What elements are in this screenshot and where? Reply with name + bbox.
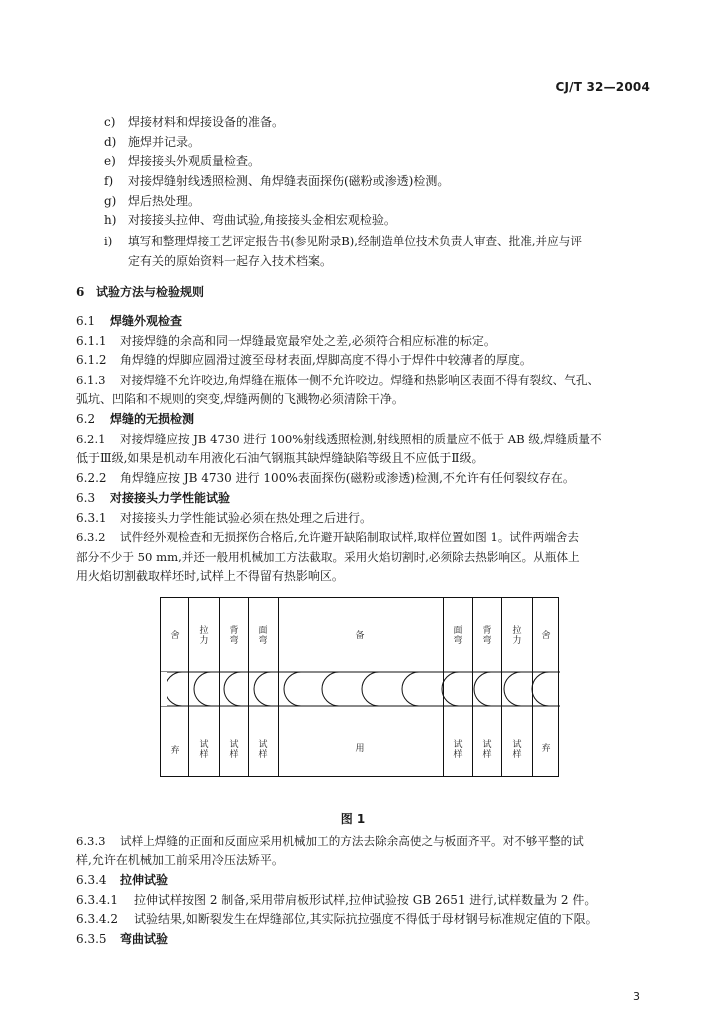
list-item-text: 焊接材料和焊接设备的准备。 (128, 115, 285, 129)
figure-bottom-label: 试样 (229, 740, 239, 760)
clause (76, 510, 372, 526)
clause-number: 6.2.2 (76, 471, 107, 485)
clause-number: 6.3.4.2 (76, 912, 118, 926)
list-item-label: d) (104, 135, 117, 149)
figure-bottom-label: 弃 (170, 746, 180, 756)
list-item-text: 填写和整理焊接工艺评定报告书(参见附录B),经制造单位技术负责人审查、批准,并应与评 (128, 234, 582, 248)
list-item (104, 193, 200, 209)
list-item (104, 233, 582, 249)
clause-text: 拉伸试样按图 2 制备,采用带肩板形试样,拉伸试验按 GB 2651 进行,试样数量为 2 件。 (134, 893, 597, 907)
specimen-layout-figure (160, 597, 559, 777)
clause-number: 6.1 (76, 314, 96, 328)
list-item-continuation: 定有关的原始资料一起存入技术档案。 (128, 254, 333, 268)
clause (76, 892, 596, 908)
section-title: 试验方法与检验规则 (96, 285, 205, 299)
figure-caption: 图 1 (340, 812, 366, 826)
clause-number: 6.3.2 (76, 530, 106, 544)
figure-top-label: 面弯 (453, 626, 463, 646)
weld-seam-band (161, 670, 560, 708)
clause-continuation: 用火焰切割截取样坯时,试样上不得留有热影响区。 (76, 569, 344, 583)
clause-heading (76, 490, 230, 506)
clause-text: 试样上焊缝的正面和反面应采用机械加工的方法去除余高使之与板面齐平。对不够平整的试 (120, 834, 584, 848)
clause-number: 6.2 (76, 412, 96, 426)
clause (76, 352, 532, 368)
list-item-text: 对接焊缝射线透照检测、角焊缝表面探伤(磁粉或渗透)检测。 (128, 174, 450, 188)
clause-continuation: 弧坑、凹陷和不规则的突变,焊缝两侧的飞溅物必须清除干净。 (76, 392, 404, 406)
figure-top-label: 拉力 (512, 626, 522, 646)
clause-title: 对接接头力学性能试验 (110, 491, 231, 505)
section-heading (76, 284, 204, 300)
clause-continuation: 低于Ⅲ级,如果是机动车用液化石油气钢瓶其缺焊缝缺陷等级且不应低于Ⅱ级。 (76, 451, 484, 465)
clause (76, 529, 579, 545)
clause (76, 833, 584, 849)
clause-number: 6.3.4.1 (76, 893, 118, 907)
list-item-label: e) (104, 154, 116, 168)
figure-bottom-label: 试样 (512, 740, 522, 760)
clause-number: 6.1.3 (76, 373, 106, 387)
clause-text: 对接接头力学性能试验必须在热处理之后进行。 (120, 511, 373, 525)
clause-heading (76, 313, 182, 329)
clause (76, 470, 575, 486)
clause-heading (76, 931, 168, 947)
figure-bottom-label: 用 (355, 744, 365, 754)
clause-title: 弯曲试验 (120, 932, 169, 946)
list-item (104, 114, 284, 130)
clause-heading (76, 411, 194, 427)
clause (76, 431, 602, 447)
list-item-label: c) (104, 115, 116, 129)
list-item-label: i) (104, 234, 113, 248)
figure-bottom-label: 试样 (258, 740, 268, 760)
list-item-label: g) (104, 194, 117, 208)
clause-number: 6.3.3 (76, 834, 106, 848)
clause-title: 拉伸试验 (120, 873, 169, 887)
clause-continuation: 样,允许在机械加工前采用冷压法矫平。 (76, 853, 284, 867)
clause (76, 333, 496, 349)
figure-bottom-label: 弃 (541, 744, 551, 754)
clause-title: 焊缝的无损检测 (110, 412, 195, 426)
figure-top-label: 备 (355, 631, 365, 641)
list-item-text: 焊接接头外观质量检查。 (128, 154, 261, 168)
figure-top-label: 面弯 (258, 626, 268, 646)
figure-top-label: 舍 (541, 631, 551, 641)
clause-number: 6.1.1 (76, 334, 107, 348)
clause-continuation: 部分不少于 50 mm,并还一般用机械加工方法截取。采用火焰切割时,必须除去热影响区。从瓶体上 (76, 550, 580, 564)
list-item (104, 173, 449, 189)
list-item (104, 134, 200, 150)
clause (76, 372, 599, 388)
standard-code: CJ/T 32—2004 (555, 80, 650, 94)
list-item (104, 153, 260, 169)
figure-top-label: 背弯 (482, 626, 492, 646)
clause-number: 6.2.1 (76, 432, 106, 446)
clause-number: 6.3.5 (76, 932, 107, 946)
clause-text: 试件经外观检查和无损探伤合格后,允许避开缺陷制取试样,取样位置如图 1。试件两端舍去 (120, 530, 579, 544)
figure-bottom-label: 试样 (482, 740, 492, 760)
list-item (104, 212, 396, 228)
list-item-text: 焊后热处理。 (128, 194, 201, 208)
figure-bottom-label: 试样 (199, 740, 209, 760)
list-item-label: h) (104, 213, 117, 227)
list-item-text: 施焊并记录。 (128, 135, 201, 149)
list-item-text: 对接接头拉伸、弯曲试验,角接接头金相宏观检验。 (128, 213, 396, 227)
section-number: 6 (76, 285, 85, 299)
figure-top-label: 拉力 (199, 626, 209, 646)
clause-number: 6.3.1 (76, 511, 107, 525)
page-number: 3 (633, 990, 640, 1003)
clause-text: 对接焊缝应按 JB 4730 进行 100%射线透照检测,射线照相的质量应不低于 AB 级,焊缝质量不 (120, 432, 602, 446)
figure-top-label: 背弯 (229, 626, 239, 646)
clause-heading (76, 872, 168, 888)
clause-text: 试验结果,如断裂发生在焊缝部位,其实际抗拉强度不得低于母材钢号标准规定值的下限。 (134, 912, 598, 926)
clause-text: 对接焊缝的余高和同一焊缝最宽最窄处之差,必须符合相应标准的标定。 (120, 334, 496, 348)
clause-text: 对接焊缝不允许咬边,角焊缝在瓶体一侧不允许咬边。焊缝和热影响区表面不得有裂纹、气孔、 (120, 373, 600, 387)
clause-title: 焊缝外观检查 (110, 314, 183, 328)
clause-number: 6.3 (76, 491, 96, 505)
clause (76, 911, 598, 927)
clause-number: 6.3.4 (76, 873, 107, 887)
figure-bottom-label: 试样 (453, 740, 463, 760)
clause-text: 角焊缝应按 JB 4730 进行 100%表面探伤(磁粉或渗透)检测,不允许有任何裂纹存在。 (120, 471, 575, 485)
list-item-label: f) (104, 174, 114, 188)
clause-text: 角焊缝的焊脚应圆滑过渡至母材表面,焊脚高度不得小于焊件中较薄者的厚度。 (120, 353, 532, 367)
figure-top-label: 舍 (170, 631, 180, 641)
clause-number: 6.1.2 (76, 353, 107, 367)
